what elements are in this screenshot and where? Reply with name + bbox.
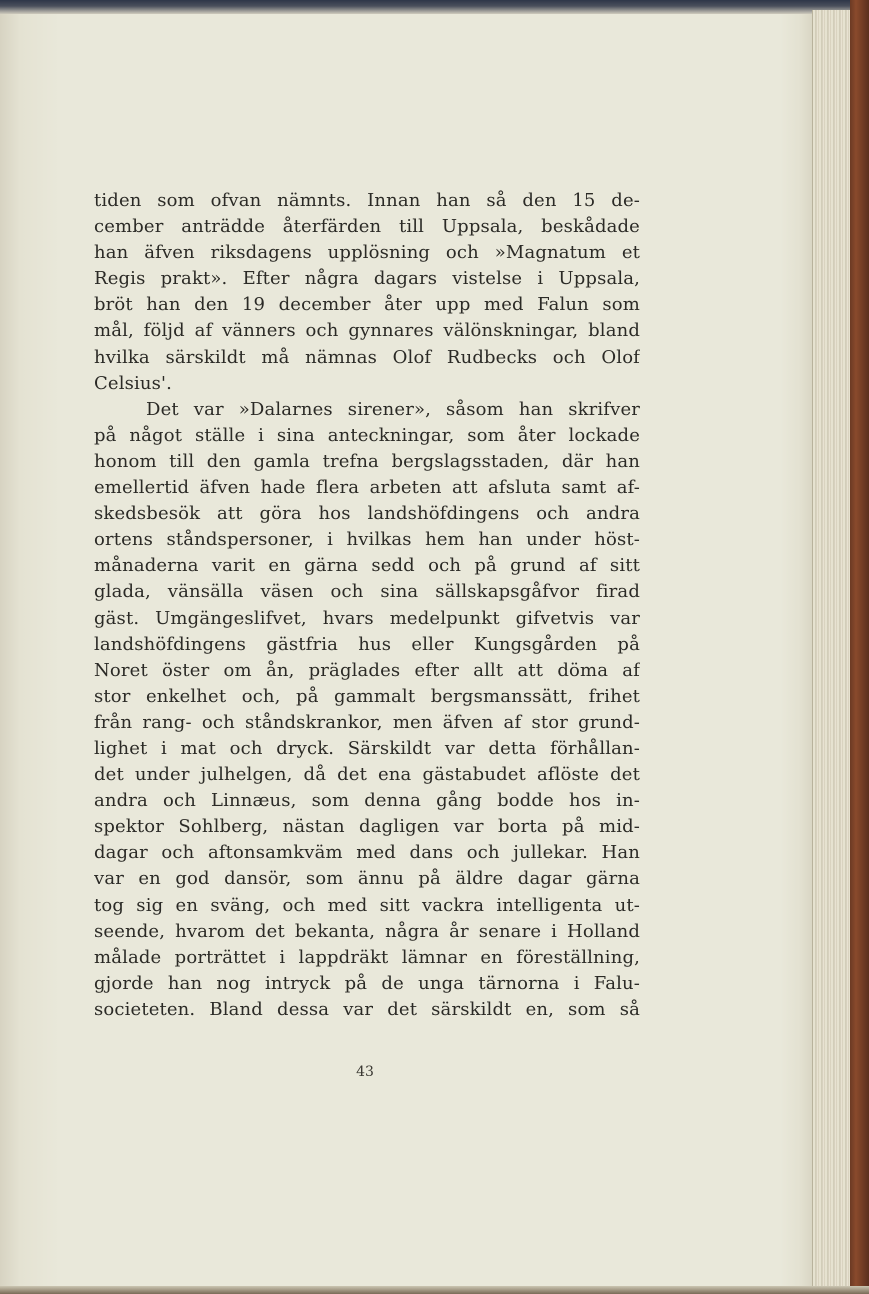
- text-line: lighet i mat och dryck. Särskildt var detta förhållan-: [94, 737, 640, 759]
- text-line: målade porträttet i lappdräkt lämnar en föreställning,: [94, 946, 640, 968]
- text-line: landshöfdingens gästfria hus eller Kungsgården på: [94, 633, 640, 655]
- text-line: cember anträdde återfärden till Uppsala, beskådade: [94, 216, 640, 238]
- body-text: [94, 188, 640, 1023]
- text-line: det under julhelgen, då det ena gästabudet aflöste det: [94, 764, 640, 786]
- text-line: bröt han den 19 december åter upp med Falun som: [94, 294, 640, 316]
- text-line: societeten. Bland dessa var det särskildt en, som så: [94, 998, 640, 1020]
- text-line: tiden som ofvan nämnts. Innan han så den 15 de-: [94, 190, 640, 211]
- scan-top-edge: [0, 0, 869, 14]
- text-line: Det var »Dalarnes sirener», såsom han skrifver: [146, 398, 640, 420]
- text-line: tog sig en sväng, och med sitt vackra intelligenta ut-: [94, 894, 640, 916]
- scan-bottom-edge: [0, 1286, 869, 1294]
- text-line: glada, vänsälla väsen och sina sällskapsgåfvor firad: [94, 581, 640, 603]
- text-line: hvilka särskildt må nämnas Olof Rudbecks och Olof: [94, 346, 640, 368]
- text-line: gäst. Umgängeslifvet, hvars medelpunkt gifvetvis var: [94, 607, 640, 629]
- text-line: mål, följd af vänners och gynnares välönskningar, bland: [94, 320, 640, 342]
- text-line: andra och Linnæus, som denna gång bodde hos in-: [94, 790, 640, 812]
- page-edges: [812, 10, 851, 1294]
- text-line: gjorde han nog intryck på de unga tärnorna i Falu-: [94, 972, 640, 994]
- text-line: skedsbesök att göra hos landshöfdingens och andra: [94, 503, 640, 525]
- text-line: honom till den gamla trefna bergslagsstaden, där han: [94, 450, 640, 472]
- text-line: Noret öster om ån, präglades efter allt att döma af: [94, 659, 640, 681]
- text-line: månaderna varit en gärna sedd och på grund af sitt: [94, 555, 640, 577]
- text-line: stor enkelhet och, på gammalt bergsmanssätt, frihet: [94, 685, 640, 707]
- text-line: Celsius'.: [94, 372, 173, 394]
- text-line: dagar och aftonsamkväm med dans och jullekar. Han: [94, 842, 640, 864]
- text-line: från rang- och ståndskrankor, men äfven af stor grund-: [94, 711, 640, 733]
- text-line: emellertid äfven hade flera arbeten att afsluta samt af-: [94, 477, 640, 499]
- text-line: ortens ståndspersoner, i hvilkas hem han under höst-: [94, 529, 640, 551]
- text-line: spektor Sohlberg, nästan dagligen var borta på mid-: [94, 816, 640, 838]
- page-number: 43: [356, 1064, 374, 1080]
- text-line: seende, hvarom det bekanta, några år senare i Holland: [94, 920, 640, 942]
- book-cover-edge: [850, 0, 869, 1294]
- text-line: han äfven riksdagens upplösning och »Magnatum et: [94, 242, 640, 264]
- text-line: Regis prakt». Efter några dagars vistelse i Uppsala,: [94, 268, 640, 290]
- text-line: på något ställe i sina anteckningar, som åter lockade: [94, 424, 640, 446]
- text-line: var en god dansör, som ännu på äldre dagar gärna: [94, 868, 640, 890]
